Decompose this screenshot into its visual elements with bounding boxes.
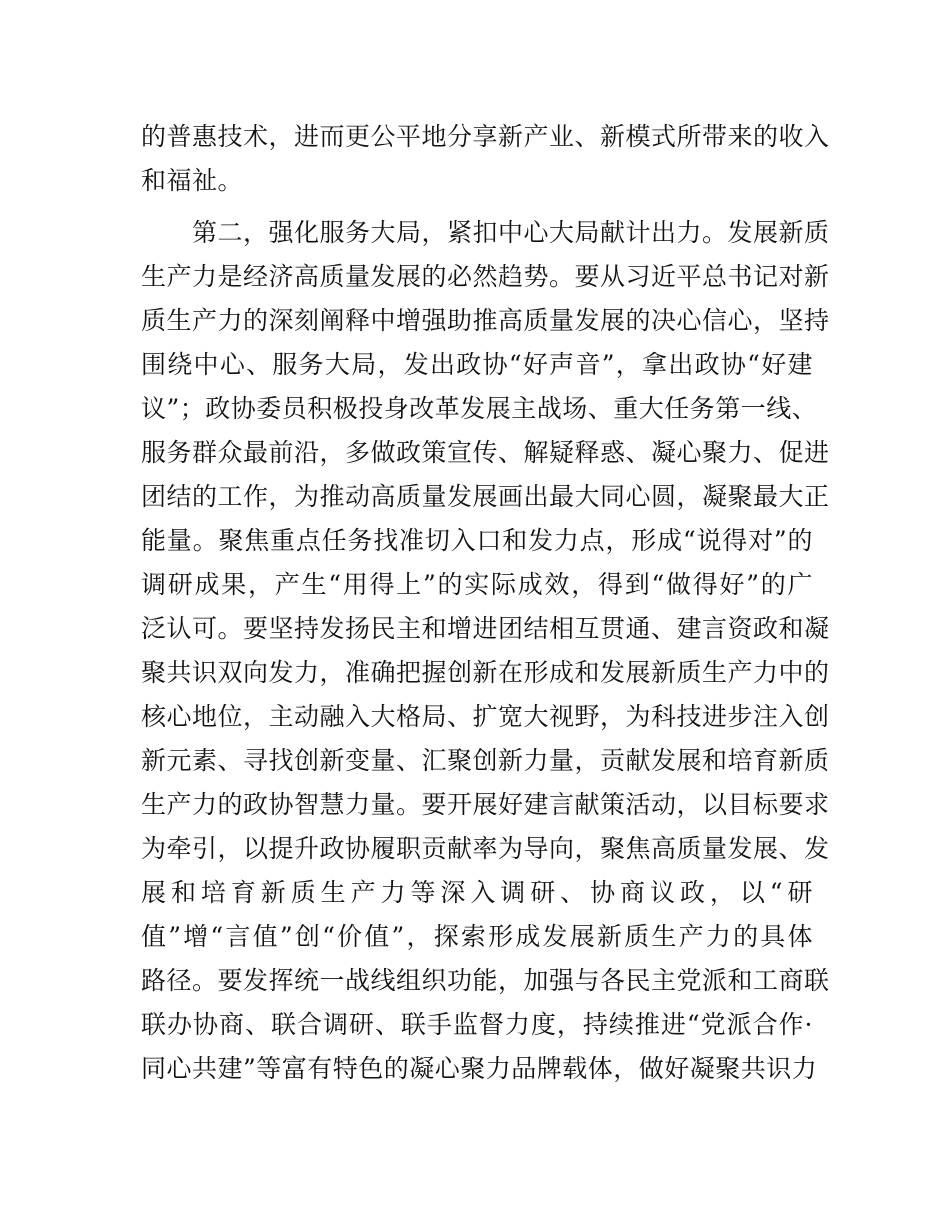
text-line: 议”；政协委员积极投身改革发展主战场、重大任务第一线、: [141, 394, 818, 423]
text-line: 同心共建”等富有特色的凝心聚力品牌载体，做好凝聚共识力: [141, 1054, 818, 1083]
text-line: 和福祉。: [141, 166, 244, 195]
text-line: 调研成果，产生“用得上”的实际成效，得到“做得好”的广: [141, 570, 813, 599]
text-line: 聚共识双向发力，准确把握创新在形成和发展新质生产力中的: [141, 658, 830, 687]
text-line: 生产力是经济高质量发展的必然趋势。要从习近平总书记对新: [141, 262, 830, 291]
text-line: 泛认可。要坚持发扬民主和增进团结相互贯通、建言资政和凝: [141, 614, 830, 643]
paragraph-1: [141, 115, 830, 203]
text-line: 的普惠技术，进而更公平地分享新产业、新模式所带来的收入: [141, 122, 830, 151]
text-line: 生产力的政协智慧力量。要开展好建言献策活动，以目标要求: [141, 790, 830, 819]
text-line: 展和培育新质生产力等深入调研、协商议政，以“研: [141, 878, 813, 907]
text-line: 联办协商、联合调研、联手监督力度，持续推进“党派合作·: [141, 1010, 813, 1039]
document-body: [141, 115, 830, 1091]
text-line: 团结的工作，为推动高质量发展画出最大同心圆，凝聚最大正: [141, 482, 830, 511]
text-line: 围绕中心、服务大局，发出政协“好声音”，拿出政协“好建: [141, 350, 813, 379]
text-line: 第二，强化服务大局，紧扣中心大局献计出力。发展新质: [141, 218, 830, 247]
text-line: 新元素、寻找创新变量、汇聚创新力量，贡献发展和培育新质: [141, 746, 830, 775]
text-line: 路径。要发挥统一战线组织功能，加强与各民主党派和工商联: [141, 966, 830, 995]
text-line: 能量。聚焦重点任务找准切入口和发力点，形成“说得对”的: [141, 526, 813, 555]
paragraph-2: [141, 211, 830, 1091]
text-line: 值”增“言值”创“价值”，探索形成发展新质生产力的具体: [141, 922, 813, 951]
text-line: 质生产力的深刻阐释中增强助推高质量发展的决心信心，坚持: [141, 306, 830, 335]
text-line: 核心地位，主动融入大格局、扩宽大视野，为科技进步注入创: [141, 702, 830, 731]
text-line: 服务群众最前沿，多做政策宣传、解疑释惑、凝心聚力、促进: [141, 438, 830, 467]
text-line: 为牵引，以提升政协履职贡献率为导向，聚焦高质量发展、发: [141, 834, 830, 863]
paragraph-gap: [141, 203, 813, 211]
